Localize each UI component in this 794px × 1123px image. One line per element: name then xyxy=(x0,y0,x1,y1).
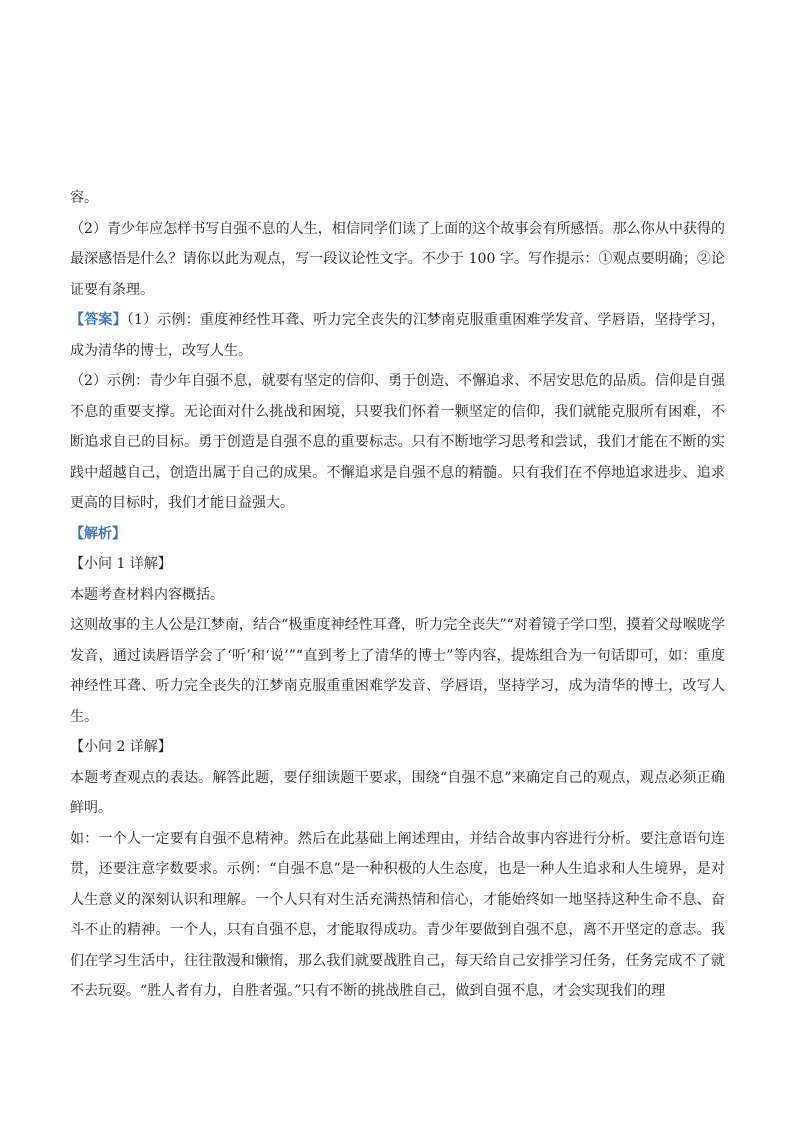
analysis-tag: 【解析】 xyxy=(70,525,126,542)
sub-question-1-focus: 本题考查材料内容概括。 xyxy=(70,586,224,603)
analysis-heading xyxy=(70,519,725,550)
sub-question-1-heading: 【小问 1 详解】 xyxy=(70,556,172,572)
paragraph-continuation: 容。 xyxy=(70,190,98,206)
sub-question-2-heading: 【小问 2 详解】 xyxy=(70,739,172,755)
answer-paragraph-2: （2）示例：青少年自强不息，就要有坚定的信仰、勇于创造、不懈追求、不居安思危的品质。信仰是自强不息的重要支撑。无论面对什么挑战和困境，只要我们怀着一颗坚定的信仰，我们就能克服所有困难，不断追求自己的目标。勇于创造是自强不息的重要标志。只有不断地学习思考和尝试，我们才能在不断的实践中超越自己，创造出属于自己的成果。不懈追求是自强不息的精髓。只有我们在不停地追求进步、追求更高的目标时，我们才能日益强大。 xyxy=(70,373,725,511)
answer-tag: 【答案】 xyxy=(70,312,127,328)
sub-question-2-focus: 本题考查观点的表达。解答此题，要仔细读题干要求，围绕“自强不息”来确定自己的观点，观点必须正确鲜明。 xyxy=(70,769,725,816)
sub-question-1-explanation: 这则故事的主人公是江梦南，结合“极重度神经性耳聋，听力完全丧失”“对着镜子学口型，摸着父母喉咙学发音，通过读唇语学会了‘听’和‘说’”“直到考上了清华的博士”等内容，提炼组合为一句话即可，如：重度神经性耳聋、听力完全丧失的江梦南克服重重困难学发音、学唇语，坚持学习，成为清华的博士，改写人生。 xyxy=(70,617,725,725)
answer-1-text: （1）示例：重度神经性耳聋、听力完全丧失的江梦南克服重重困难学发音、学唇语，坚持学习，成为清华的博士，改写人生。 xyxy=(70,312,726,359)
sub-question-2-explanation: 如：一个人一定要有自强不息精神。然后在此基础上阐述理由，并结合故事内容进行分析。要注意语句连贯，还要注意字数要求。示例：“自强不息”是一种积极的人生态度，也是一种人生追求和人生境界，是对人生意义的深刻认识和理解。一个人只有对生活充满热情和信心，才能始终如一地坚持这种生命不息、奋斗不止的精神。一个人，只有自强不息，才能取得成功。青少年要做到自强不息，离不开坚定的意志。我们在学习生活中，往往散漫和懒惰，那么我们就要战胜自己，每天给自己安排学习任务，任务完成不了就不去玩耍。“胜人者有力，自胜者强。”只有不断的挑战胜自己，做到自强不息，才会实现我们的理 xyxy=(70,830,725,999)
document-body xyxy=(70,183,725,1007)
question-2-prompt: （2）青少年应怎样书写自强不息的人生，相信同学们读了上面的这个故事会有所感悟。那么你从中获得的最深感悟是什么？请你以此为观点，写一段议论性文字。不少于 100 字。写作提示：①观点要明确；②论证要有条理。 xyxy=(70,220,725,298)
answer-paragraph-1 xyxy=(70,305,725,366)
